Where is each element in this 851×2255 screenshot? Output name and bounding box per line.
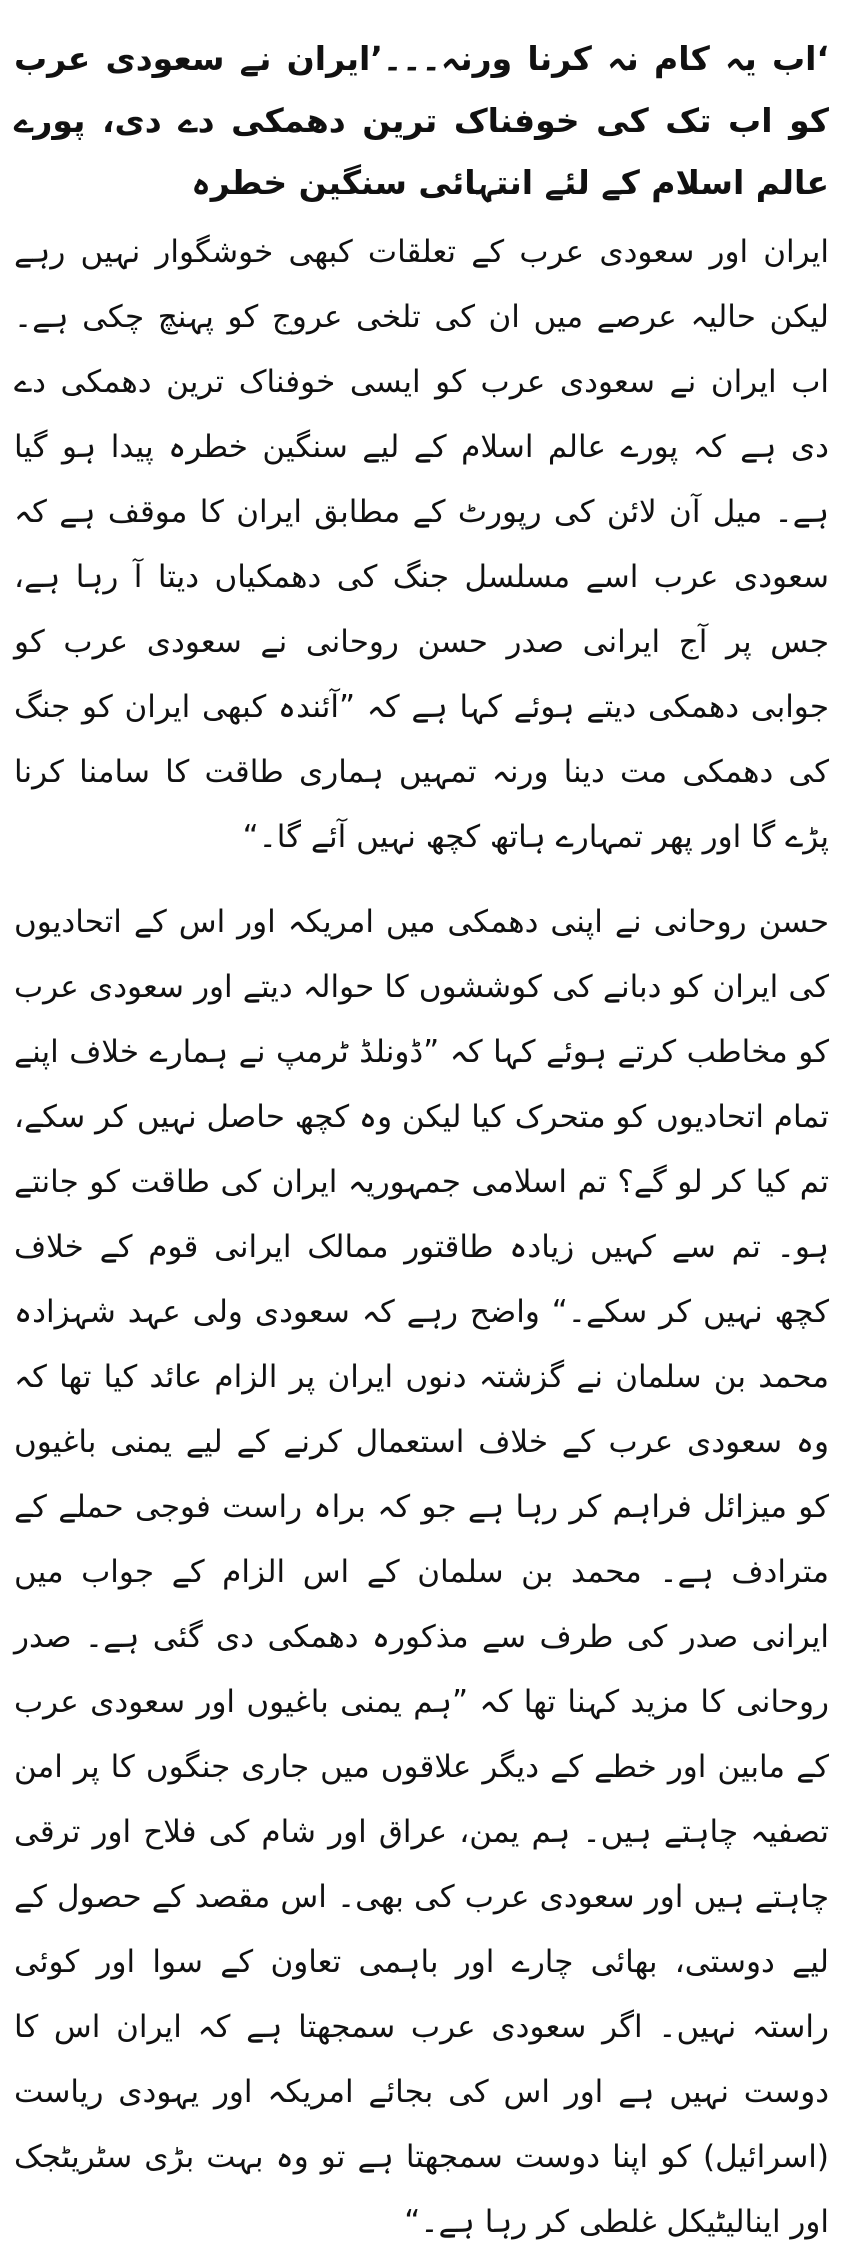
- article-headline: ‘اب یہ کام نہ کرنا ورنہ۔۔۔’ایران نے سعودی عرب کو اب تک کی خوفناک ترین دھمکی دے دی، پورے عالم اسلام کے لئے انتہائی سنگین خطرہ: [14, 39, 829, 202]
- article-paragraph-1: ایران اور سعودی عرب کے تعلقات کبھی خوشگوار نہیں رہے لیکن حالیہ عرصے میں ان کی تلخی عروج کو پہنچ چکی ہے۔ اب ایران نے سعودی عرب کو ایسی خوفناک ترین دھمکی دے دی ہے کہ پورے عالم اسلام کے لیے سنگین خطرہ پیدا ہو گیا ہے۔ میل آن لائن کی رپورٹ کے مطابق ایران کا موقف ہے کہ سعودی عرب اسے مسلسل جنگ کی دھمکیاں دیتا آ رہا ہے، جس پر آج ایرانی صدر حسن روحانی نے سعودی عرب کو جوابی دھمکی دیتے ہوئے کہا ہے کہ ”آئندہ کبھی ایران کو جنگ کی دھمکی مت دینا ورنہ تمہیں ہماری طاقت کا سامنا کرنا پڑے گا اور پھر تمہارے ہاتھ کچھ نہیں آئے گا۔“: [14, 234, 829, 855]
- article-paragraph-2: حسن روحانی نے اپنی دھمکی میں امریکہ اور اس کے اتحادیوں کی ایران کو دبانے کی کوششوں کا حوالہ دیتے اور سعودی عرب کو مخاطب کرتے ہوئے کہا کہ ”ڈونلڈ ٹرمپ نے ہمارے خلاف اپنے تمام اتحادیوں کو متحرک کیا لیکن وہ کچھ حاصل نہیں کر سکے، تم کیا کر لو گے؟ تم اسلامی جمہوریہ ایران کی طاقت کو جانتے ہو۔ تم سے کہیں زیادہ طاقتور ممالک ایرانی قوم کے خلاف کچھ نہیں کر سکے۔“ واضح رہے کہ سعودی ولی عہد شہزادہ محمد بن سلمان نے گزشتہ دنوں ایران پر الزام عائد کیا تھا کہ وہ سعودی عرب کے خلاف استعمال کرنے کے لیے یمنی باغیوں کو میزائل فراہم کر رہا ہے جو کہ براہ راست فوجی حملے کے مترادف ہے۔ محمد بن سلمان کے اس الزام کے جواب میں ایرانی صدر کی طرف سے مذکورہ دھمکی دی گئی ہے۔ صدر روحانی کا مزید کہنا تھا کہ ”ہم یمنی باغیوں اور سعودی عرب کے مابین اور خطے کے دیگر علاقوں میں جاری جنگوں کا پر امن تصفیہ چاہتے ہیں۔ ہم یمن، عراق اور شام کی فلاح اور ترقی چاہتے ہیں اور سعودی عرب کی بھی۔ اس مقصد کے حصول کے لیے دوستی، بھائی چارے اور باہمی تعاون کے سوا اور کوئی راستہ نہیں۔ اگر سعودی عرب سمجھتا ہے کہ ایران اس کا دوست نہیں ہے اور اس کی بجائے امریکہ اور یہودی ریاست (اسرائیل) کو اپنا دوست سمجھتا ہے تو وہ بہت بڑی سٹریٹجک اور اینالیٹیکل غلطی کر رہا ہے۔“: [14, 904, 829, 2240]
